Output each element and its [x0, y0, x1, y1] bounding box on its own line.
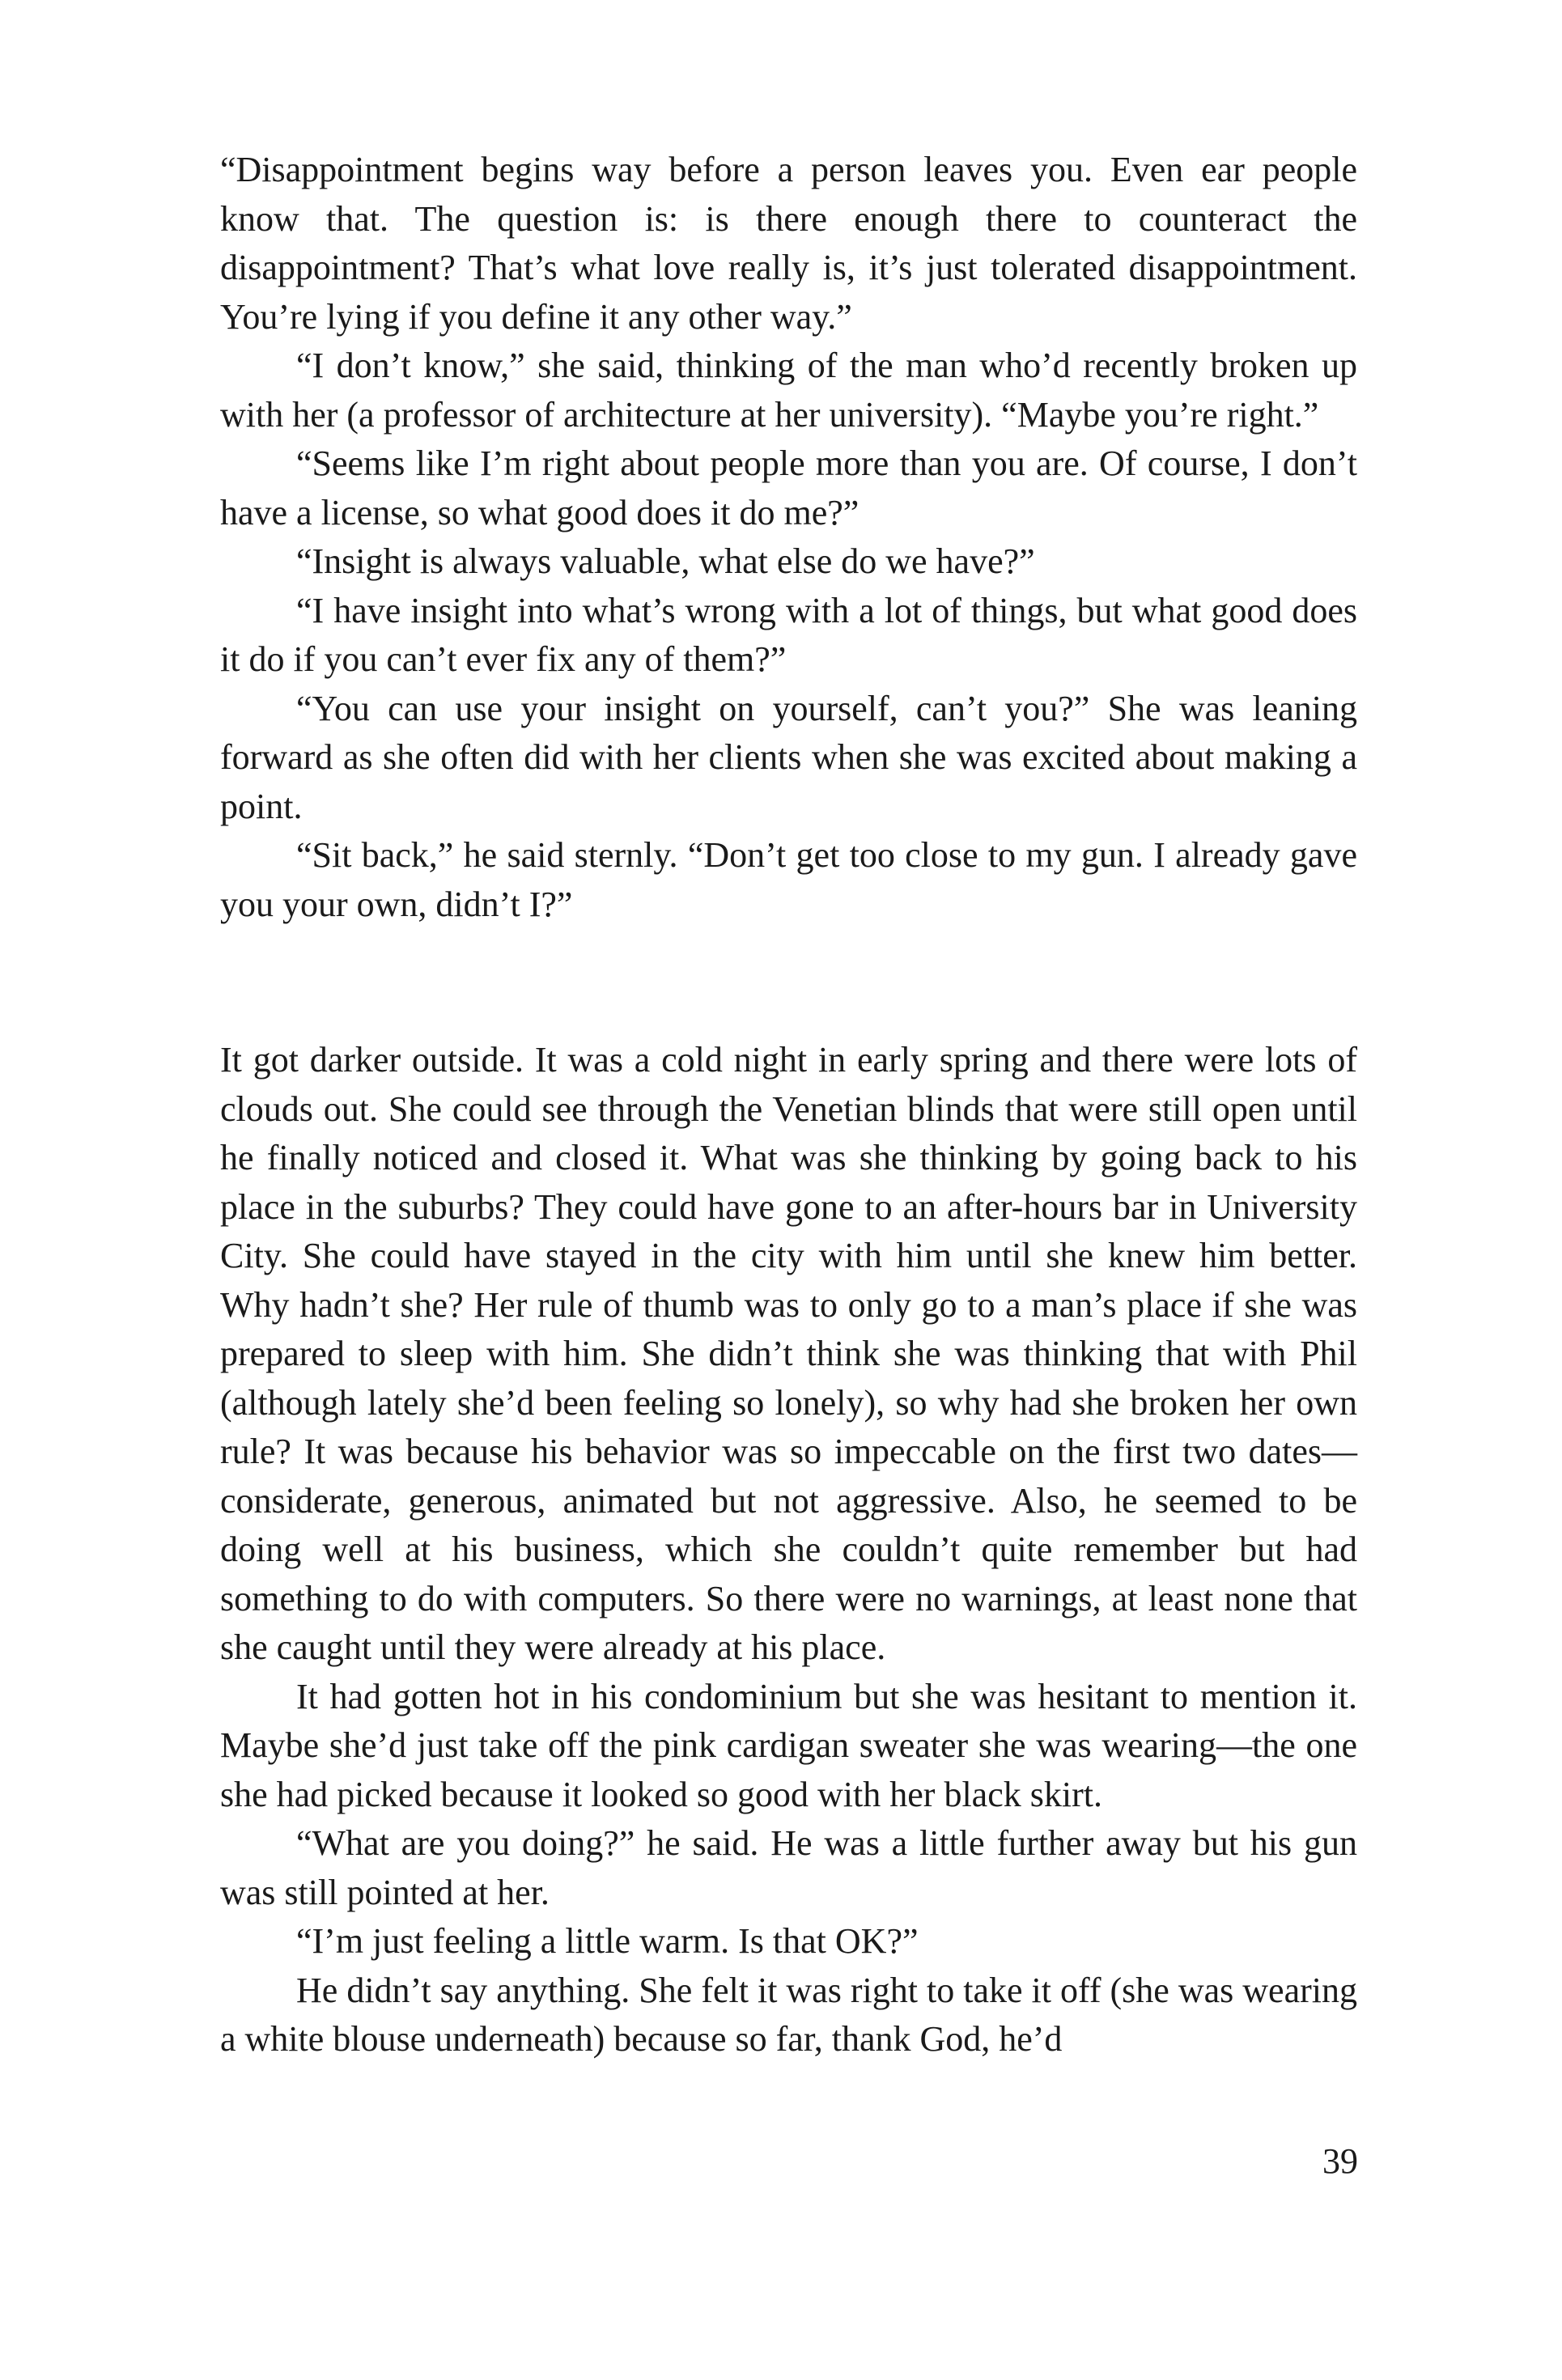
page-number: 39: [1322, 2141, 1358, 2181]
dialogue-section: [220, 146, 1357, 929]
paragraph: “Insight is always valuable, what else do we have?”: [296, 541, 1035, 581]
paragraph: “I have insight into what’s wrong with a lot of things, but what good does it do if you can’t ever fix any of them?”: [220, 590, 1357, 679]
paragraph: “I’m just feeling a little warm. Is that OK?”: [296, 1921, 919, 1961]
paragraph: “Sit back,” he said sternly. “Don’t get too close to my gun. I already gave you your own, didn’t I?”: [220, 835, 1357, 924]
paragraph: It had gotten hot in his condominium but she was hesitant to mention it. Maybe she’d just take off the pink cardigan sweater she was wearing—the one she had picked because it looked so good with her black skirt.: [220, 1676, 1357, 1814]
paragraph: He didn’t say anything. She felt it was right to take it off (she was wearing a white blouse underneath) because so far, thank God, he’d: [220, 1970, 1357, 2059]
paragraph: “What are you doing?” he said. He was a little further away but his gun was still pointed at her.: [220, 1823, 1357, 1912]
paragraph: It got darker outside. It was a cold night in early spring and there were lots of clouds out. She could see through the Venetian blinds that were still open until he finally noticed and closed it. What was she thinking by going back to his place in the suburbs? They could have gone to an after-hours bar in University City. She could have stayed in the city with him until she knew him better. Why hadn’t she? Her rule of thumb was to only go to a man’s place if she was prepared to sleep with him. She didn’t think she was thinking that with Phil (although lately she’d been feeling so lonely), so why had she broken her own rule? It was because his behavior was so impeccable on the first two dates—considerate, generous, animated but not aggressive. Also, he seemed to be doing well at his business, which she couldn’t quite remember but had something to do with computers. So there were no warnings, at least none that she caught until they were already at his place.: [220, 1040, 1357, 1667]
paragraph: “Seems like I’m right about people more than you are. Of course, I don’t have a license, so what good does it do me?”: [220, 443, 1357, 532]
paragraph: “Disappointment begins way before a person leaves you. Even ear people know that. The question is: is there enough there to counteract the disappointment? That’s what love really is, it’s just tolerated disappointment. You’re lying if you define it any other way.”: [220, 150, 1357, 337]
paragraph: “You can use your insight on yourself, can’t you?” She was leaning forward as she often did with her clients when she was excited about making a point.: [220, 688, 1357, 826]
narrative-section: [220, 1036, 1357, 2064]
paragraph: “I don’t know,” she said, thinking of the man who’d recently broken up with her (a professor of architecture at her university). “Maybe you’re right.”: [220, 346, 1357, 435]
